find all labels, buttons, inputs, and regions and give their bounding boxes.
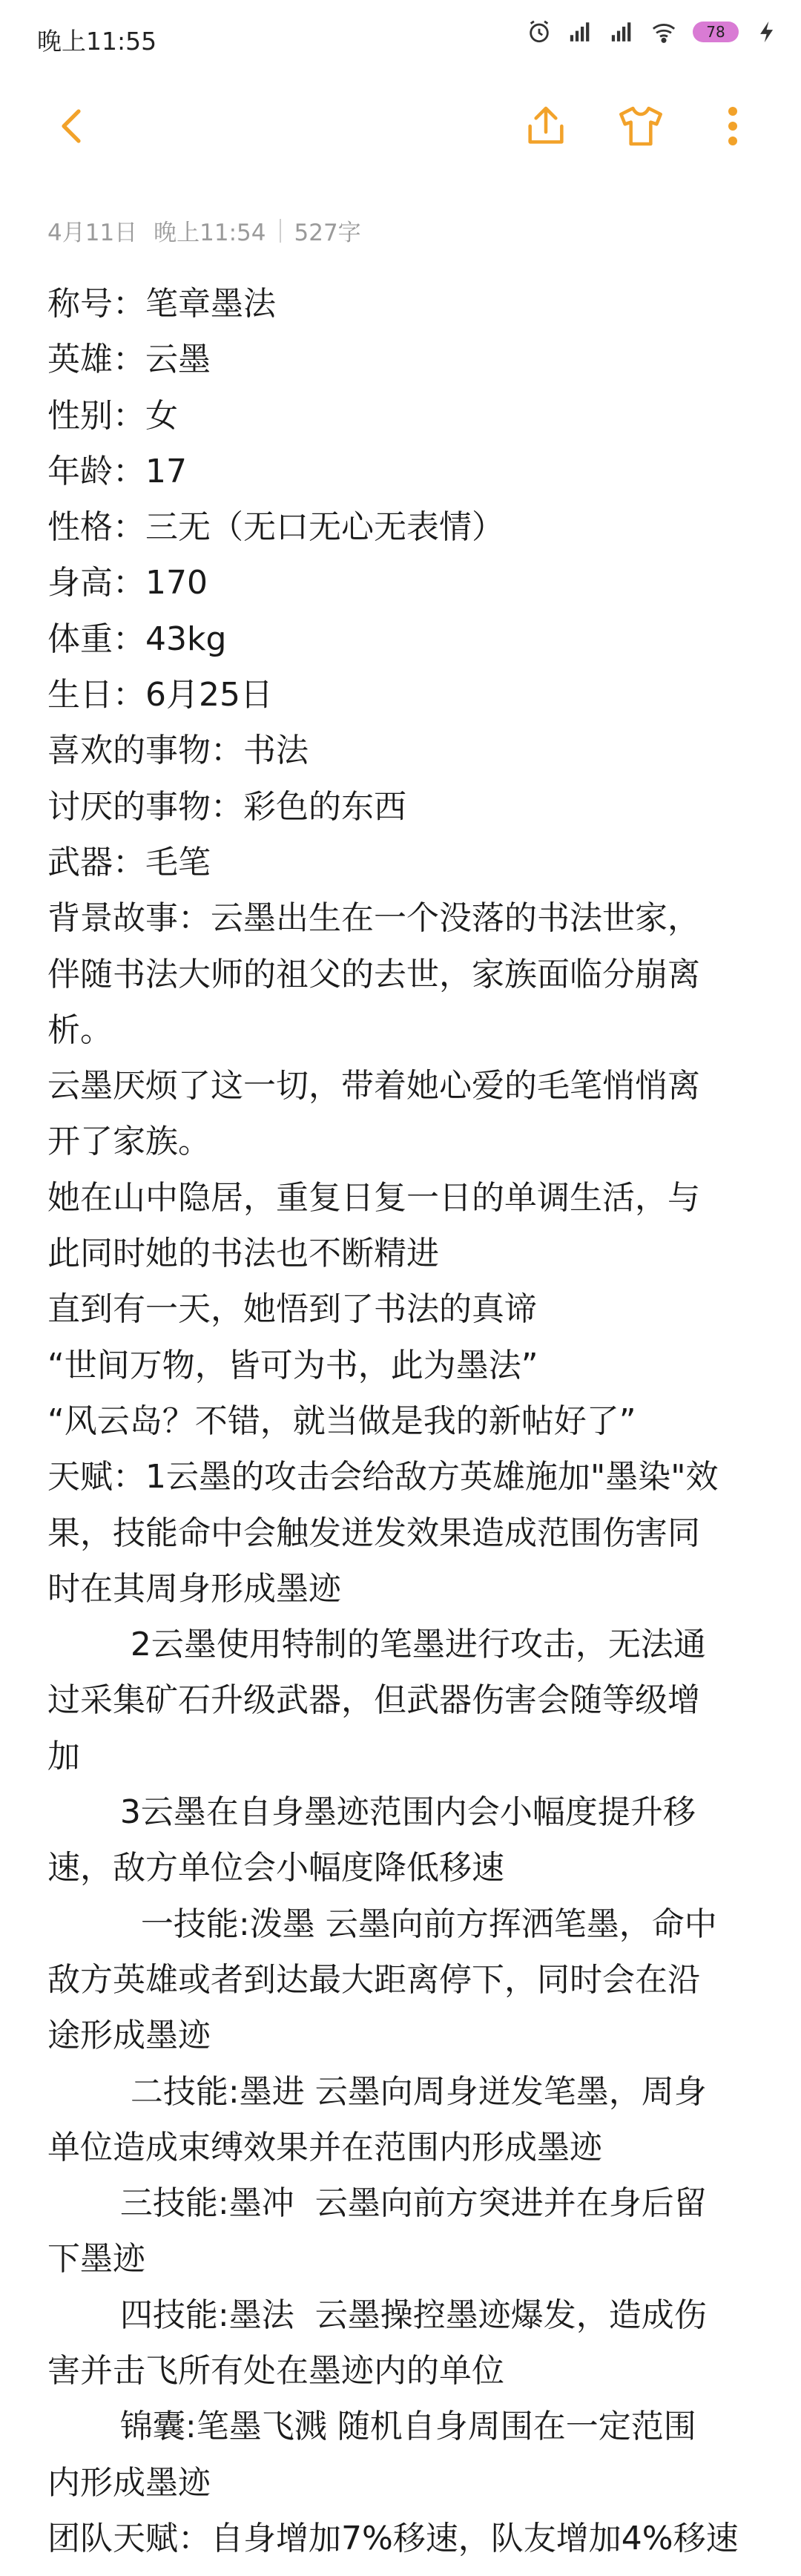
note-line: 下墨迹 (47, 2240, 145, 2278)
note-line: 团队天赋：自身增加7%移速，队友增加4%移速 (47, 2519, 739, 2557)
note-line: 性别：女 (47, 396, 178, 435)
more-vertical-icon (725, 104, 740, 148)
note-meta (47, 214, 361, 247)
alarm-icon (527, 19, 552, 45)
note-line: 四技能:墨法 云墨操控墨迹爆发，造成伤 (47, 2296, 707, 2334)
share-icon (522, 102, 570, 150)
note-line: 害并击飞所有处在墨迹内的单位 (47, 2351, 504, 2390)
note-line: 称号：笔章墨法 (47, 285, 276, 323)
note-line: 加 (47, 1737, 80, 1775)
note-line: 年龄：17 (47, 452, 187, 490)
status-icons (527, 19, 780, 45)
note-line: 她在山中隐居，重复日复一日的单调生活，与 (47, 1178, 700, 1217)
note-line: 直到有一天，她悟到了书法的真谛 (47, 1290, 537, 1329)
note-line: 析。 (47, 1011, 113, 1049)
status-time: 晚上11:55 (37, 27, 157, 56)
note-body[interactable] (47, 276, 767, 2566)
note-line: 时在其周身形成墨迹 (47, 1569, 341, 1608)
note-word-count: 527字 (294, 220, 361, 246)
note-line: 锦囊:笔墨飞溅 随机自身周围在一定范围 (47, 2408, 696, 2446)
wifi-icon (651, 19, 676, 45)
note-line: 伴随书法大师的祖父的去世，家族面临分崩离 (47, 955, 700, 993)
back-button[interactable] (44, 98, 101, 154)
note-line: 生日：6月25日 (47, 676, 273, 714)
note-line: 2云墨使用特制的笔墨进行攻击，无法通 (47, 1626, 706, 1664)
note-line: 体重：43kg (47, 620, 227, 658)
note-line: 武器：毛笔 (47, 843, 211, 881)
signal-icon (568, 19, 593, 45)
note-line: 云墨厌烦了这一切，带着她心爱的毛笔悄悄离 (47, 1067, 700, 1105)
note-line: 敌方英雄或者到达最大距离停下，同时会在沿 (47, 1960, 700, 1999)
note-line: 身高：170 (47, 564, 208, 602)
note-line: 速，敌方单位会小幅度降低移速 (47, 1849, 504, 1887)
note-line: 开了家族。 (47, 1123, 211, 1161)
share-button[interactable] (518, 98, 574, 154)
battery-icon (693, 22, 739, 42)
signal-icon (610, 19, 635, 45)
note-time: 晚上11:54 (154, 220, 266, 246)
note-line: 一技能:泼墨 云墨向前方挥洒笔墨，命中 (47, 1905, 717, 1943)
note-line: 途形成墨迹 (47, 2017, 211, 2055)
note-line: “世间万物，皆可为书，此为墨法” (47, 1346, 538, 1384)
note-date: 4月11日 (47, 220, 138, 246)
back-arrow-icon (55, 105, 90, 147)
note-toolbar (0, 89, 801, 163)
note-line: 喜欢的事物：书法 (47, 732, 309, 770)
shirt-icon (615, 102, 667, 150)
status-bar (0, 0, 801, 74)
note-line: 二技能:墨进 云墨向周身迸发笔墨，周身 (47, 2072, 707, 2111)
note-line: 性格：三无（无口无心无表情） (47, 508, 504, 547)
note-line: 单位造成束缚效果并在范围内形成墨迹 (47, 2128, 602, 2166)
note-line: 内形成墨迹 (47, 2463, 211, 2502)
note-line: 英雄：云墨 (47, 341, 211, 379)
note-line: 天赋：1云墨的攻击会给敌方英雄施加"墨染"效 (47, 1458, 719, 1496)
note-line: 三技能:墨冲 云墨向前方突进并在身后留 (47, 2184, 707, 2223)
note-line: “风云岛？不错，就当做是我的新帖好了” (47, 1402, 636, 1440)
meta-divider (280, 219, 281, 243)
note-line: 此同时她的书法也不断精进 (47, 1235, 439, 1273)
more-button[interactable] (705, 98, 761, 154)
note-line: 讨厌的事物：彩色的东西 (47, 787, 406, 826)
battery-level: 78 (693, 22, 739, 42)
note-line: 背景故事：云墨出生在一个没落的书法世家， (47, 899, 700, 938)
charging-icon (755, 19, 780, 45)
theme-button[interactable] (613, 98, 669, 154)
note-line: 过采集矿石升级武器，但武器伤害会随等级增 (47, 1681, 700, 1720)
note-line: 3云墨在自身墨迹范围内会小幅度提升移 (47, 1793, 696, 1832)
note-line: 果，技能命中会触发迸发效果造成范围伤害同 (47, 1514, 700, 1552)
